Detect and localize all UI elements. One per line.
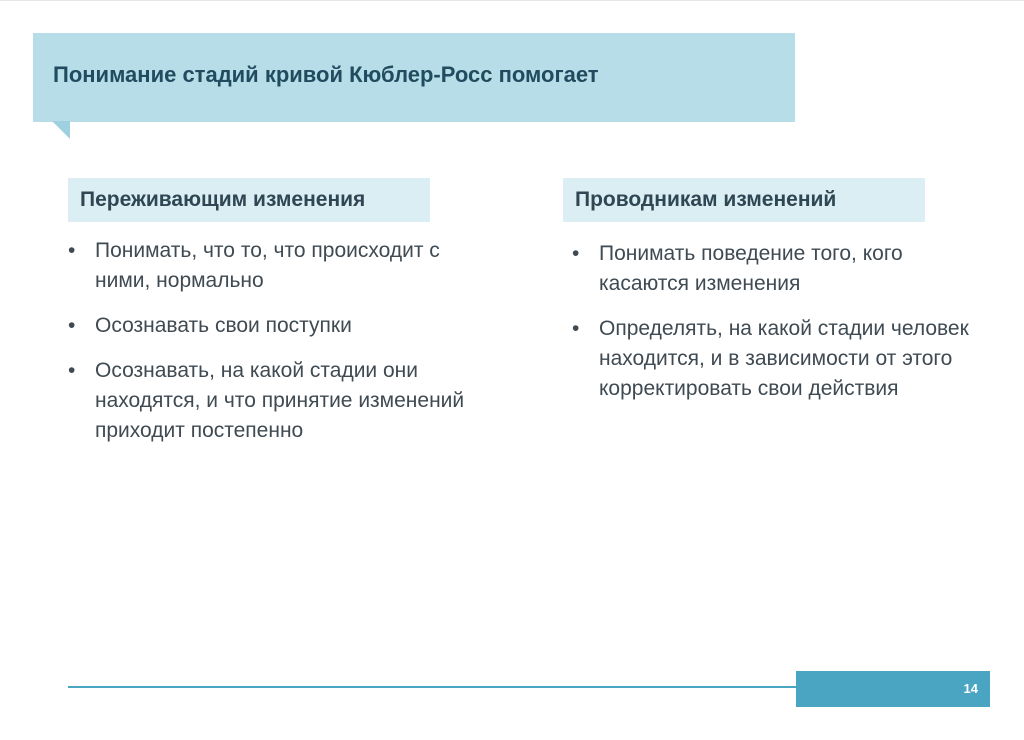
left-column-header: Переживающим изменения: [68, 178, 430, 222]
slide-title: Понимание стадий кривой Кюблер-Росс помогает: [53, 61, 599, 87]
title-banner-tab: [52, 121, 70, 139]
top-border: [0, 0, 1024, 1]
title-banner: [33, 33, 795, 122]
bullet-dot: •: [68, 359, 76, 382]
bullet-dot: •: [572, 317, 580, 340]
right-bullet-text: Определять, на какой стадии человек находится, и в зависимости от этого корректировать свои действия: [599, 317, 969, 400]
left-bullet-list: [68, 236, 498, 461]
bullet-dot: •: [68, 314, 76, 337]
left-bullet-item: [68, 236, 498, 296]
left-bullet-text: Понимать, что то, что происходит с ними, нормально: [95, 239, 440, 292]
right-column-header: Проводникам изменений: [563, 178, 925, 222]
right-bullet-text: Понимать поведение того, кого касаются изменения: [599, 242, 903, 295]
left-bullet-text: Осознавать свои поступки: [95, 314, 352, 337]
right-bullet-item: [572, 239, 992, 299]
bullet-dot: •: [572, 242, 580, 265]
page-number-box: [796, 671, 990, 707]
left-bullet-text: Осознавать, на какой стадии они находятся, и что принятие изменений приходит постепенно: [95, 359, 465, 442]
right-bullet-item: [572, 314, 992, 404]
left-bullet-item: [68, 356, 498, 446]
right-bullet-list: [572, 239, 992, 419]
page-number: 14: [963, 681, 978, 696]
footer-divider: [68, 686, 798, 688]
left-bullet-item: [68, 311, 498, 341]
bullet-dot: •: [68, 239, 76, 262]
